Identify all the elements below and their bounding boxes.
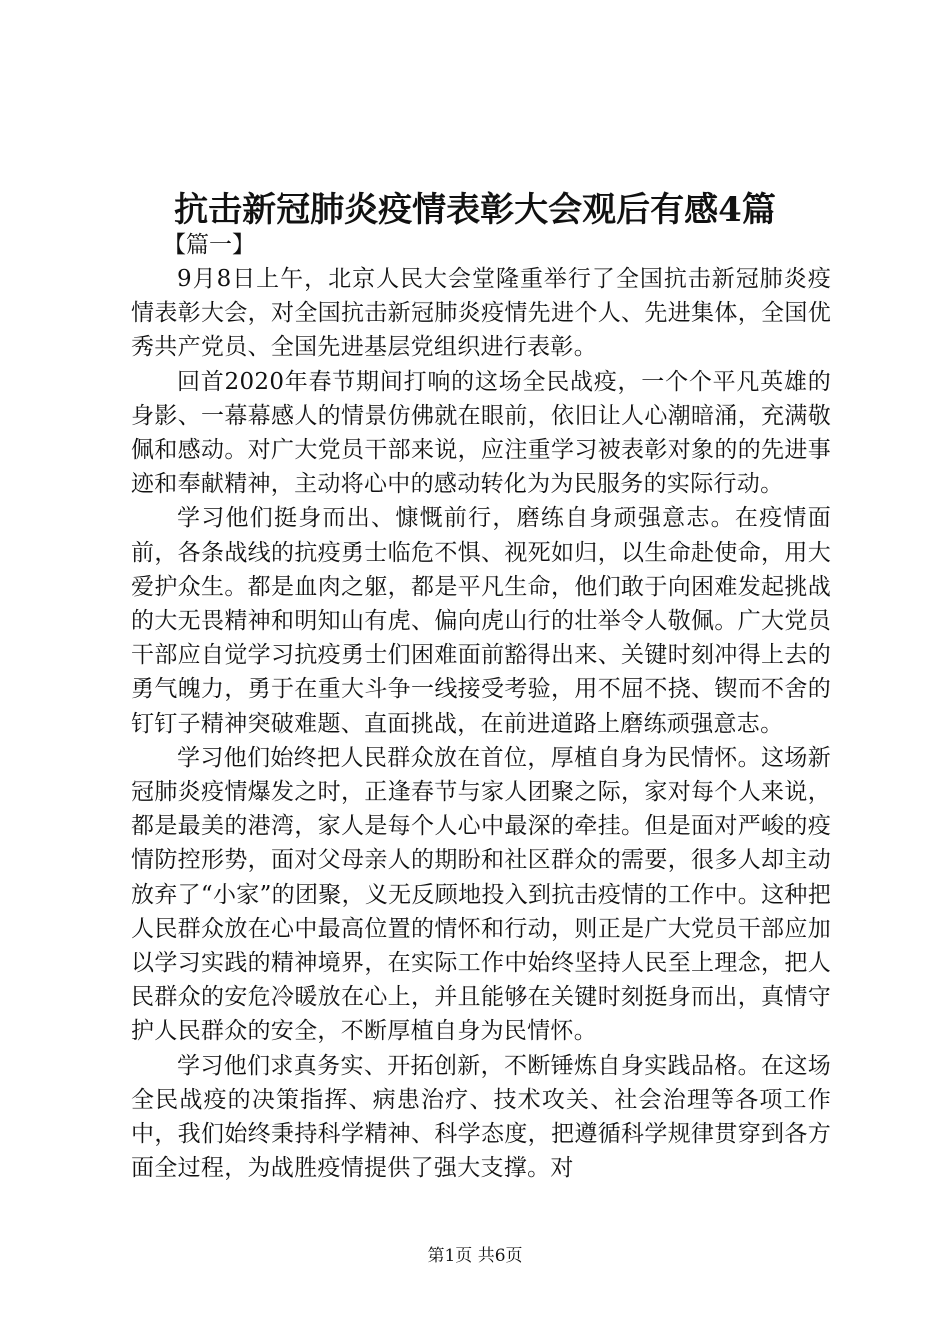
paragraph-2: 回首2020年春节期间打响的这场全民战疫，一个个平凡英雄的身影、一幕幕感人的情景仿佛就在眼前，依旧让人心潮暗涌，充满敬佩和感动。对广大党员干部来说，应注重学习被表彰对象的的先进事迹和奉献精神，主动将心中的感动转化为为民服务的实际行动。 xyxy=(131,368,831,498)
document-title: 抗击新冠肺炎疫情表彰大会观后有感4篇 xyxy=(174,190,776,230)
paragraph-4: 学习他们始终把人民群众放在首位，厚植自身为民情怀。这场新冠肺炎疫情爆发之时，正逢春节与家人团聚之际，家对每个人来说，都是最美的港湾，家人是每个人心中最深的牵挂。但是面对严峻的疫情防控形势，面对父母亲人的期盼和社区群众的需要，很多人却主动放弃了“小家”的团聚，义无反顾地投入到抗击疫情的工作中。这种把人民群众放在心中最高位置的情怀和行动，则正是广大党员干部应加以学习实践的精神境界，在实际工作中始终坚持人民至上理念，把人民群众的安危冷暖放在心上，并且能够在关键时刻挺身而出，真情守护人民群众的安全，不断厚植自身为民情怀。 xyxy=(131,744,831,1045)
paragraph-3: 学习他们挺身而出、慷慨前行，磨练自身顽强意志。在疫情面前，各条战线的抗疫勇士临危不惧、视死如归，以生命赴使命，用大爱护众生。都是血肉之躯，都是平凡生命，他们敢于向困难发起挑战的大无畏精神和明知山有虎、偏向虎山行的壮举令人敬佩。广大党员干部应自觉学习抗疫勇士们困难面前豁得出来、关键时刻冲得上去的勇气魄力，勇于在重大斗争一线接受考验，用不屈不挠、锲而不舍的钉钉子精神突破难题、直面挑战，在前进道路上磨练顽强意志。 xyxy=(131,505,831,737)
paragraph-5: 学习他们求真务实、开拓创新，不断锤炼自身实践品格。在这场全民战疫的决策指挥、病患治疗、技术攻关、社会治理等各项工作中，我们始终秉持科学精神、科学态度，把遵循科学规律贯穿到各方面全过程，为战胜疫情提供了强大支撑。对 xyxy=(131,1052,831,1182)
section-label: 【篇一】 xyxy=(163,232,255,258)
document-body xyxy=(131,228,831,1185)
paragraph-1: 9月8日上午，北京人民大会堂隆重举行了全国抗击新冠肺炎疫情表彰大会，对全国抗击新冠肺炎疫情先进个人、先进集体，全国优秀共产党员、全国先进基层党组织进行表彰。 xyxy=(131,266,831,361)
page-footer: 第1页 共6页 xyxy=(427,1246,523,1266)
